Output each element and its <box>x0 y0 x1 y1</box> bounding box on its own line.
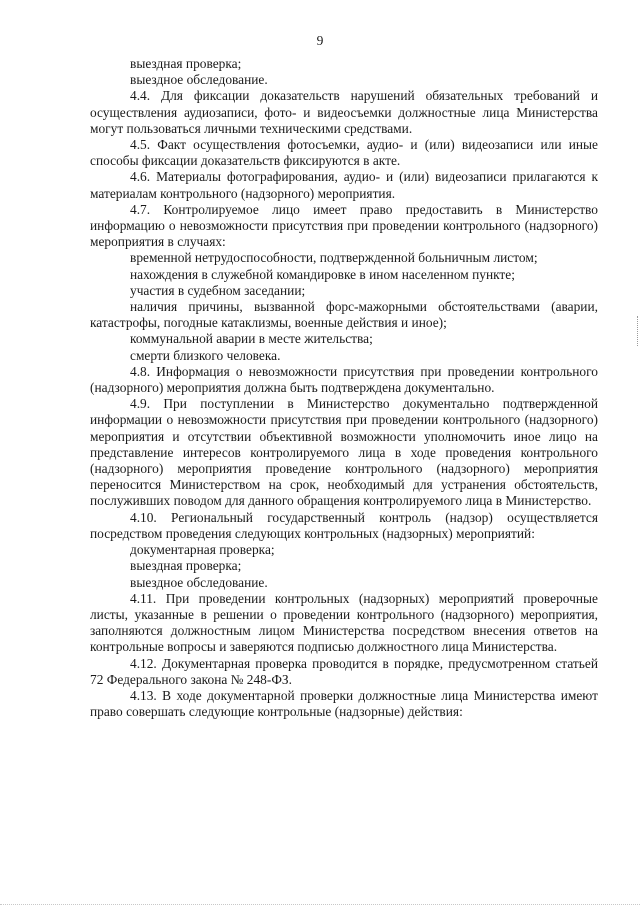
list-item-documentary: документарная проверка; <box>130 542 275 558</box>
paragraph-4-12: 4.12. Документарная проверка проводится в порядке, предусмотренном статьей 72 Федерального закона № 248-ФЗ. <box>90 655 598 687</box>
paragraph-4-6: 4.6. Материалы фотографирования, аудио- и (или) видеозаписи прилагаются к материалам контрольного (надзорного) мероприятия. <box>90 169 598 201</box>
list-item-court: участия в судебном заседании; <box>130 282 306 298</box>
list-item-sick-leave: временной нетрудоспособности, подтвержденной больничным листом; <box>130 250 538 266</box>
list-item-force-majeure: наличия причины, вызванной форс-мажорными обстоятельствами (аварии, катастрофы, погодные катаклизмы, военные действия и иное); <box>90 299 598 331</box>
paragraph-4-9: 4.9. При поступлении в Министерство документально подтвержденной информации о невозможности присутствия при проведении контрольного (надзорного) мероприятия и отсутствии объективной возможности уполномочить иное лицо на представление интересов контролируемого лица в ходе проведения контрольного (надзорного) мероприятия проведение контрольного (надзорного) мероприятия переносится Министерством на срок, необходимый для устранения обстоятельств, послуживших поводом для данного обращения контролируемого лица в Министерство. <box>90 396 598 509</box>
document-body <box>90 56 598 720</box>
paragraph-4-13: 4.13. В ходе документарной проверки должностные лица Министерства имеют право совершать следующие контрольные (надзорные) действия: <box>90 687 598 720</box>
paragraph-4-7: 4.7. Контролируемое лицо имеет право предоставить в Министерство информацию о невозможности присутствия при проведении контрольного (надзорного) мероприятия в случаях: <box>90 201 598 250</box>
list-item-utility-accident: коммунальной аварии в месте жительства; <box>130 331 373 347</box>
list-item-field-inspection: выездная проверка; <box>130 558 242 574</box>
paragraph-4-10: 4.10. Региональный государственный контроль (надзор) осуществляется посредством проведения следующих контрольных (надзорных) мероприятий: <box>90 509 598 541</box>
paragraph-4-8: 4.8. Информация о невозможности присутствия при проведении контрольного (надзорного) мероприятия должна быть подтверждена документально. <box>90 363 598 396</box>
paragraph-2: выездное обследование. <box>130 72 268 88</box>
list-item-death: смерти близкого человека. <box>130 347 281 363</box>
list-item-business-trip: нахождения в служебной командировке в ином населенном пункте; <box>130 266 515 282</box>
bottom-scan-edge <box>0 898 640 905</box>
list-item-field-survey: выездное обследование. <box>130 574 268 590</box>
paragraph-1: выездная проверка; <box>130 56 242 71</box>
page-number: 9 <box>316 33 324 48</box>
paragraph-4-11: 4.11. При проведении контрольных (надзорных) мероприятий проверочные листы, указанные в решении о проведении контрольного (надзорного) мероприятия, заполняются должностным лицом Министерства посредством внесения ответов на контрольные вопросы и заверяются подписью должностного лица Министерства. <box>90 590 598 655</box>
paragraph-4-5: 4.5. Факт осуществления фотосъемки, аудио- и (или) видеозаписи или иные способы фиксации доказательств фиксируются в акте. <box>90 137 598 169</box>
margin-scan-mark <box>635 316 638 346</box>
paragraph-4-4: 4.4. Для фиксации доказательств нарушений обязательных требований и осуществления аудиозаписи, фото- и видеосъемки должностные лица Министерства могут пользоваться личными техническими средствами. <box>90 88 598 136</box>
